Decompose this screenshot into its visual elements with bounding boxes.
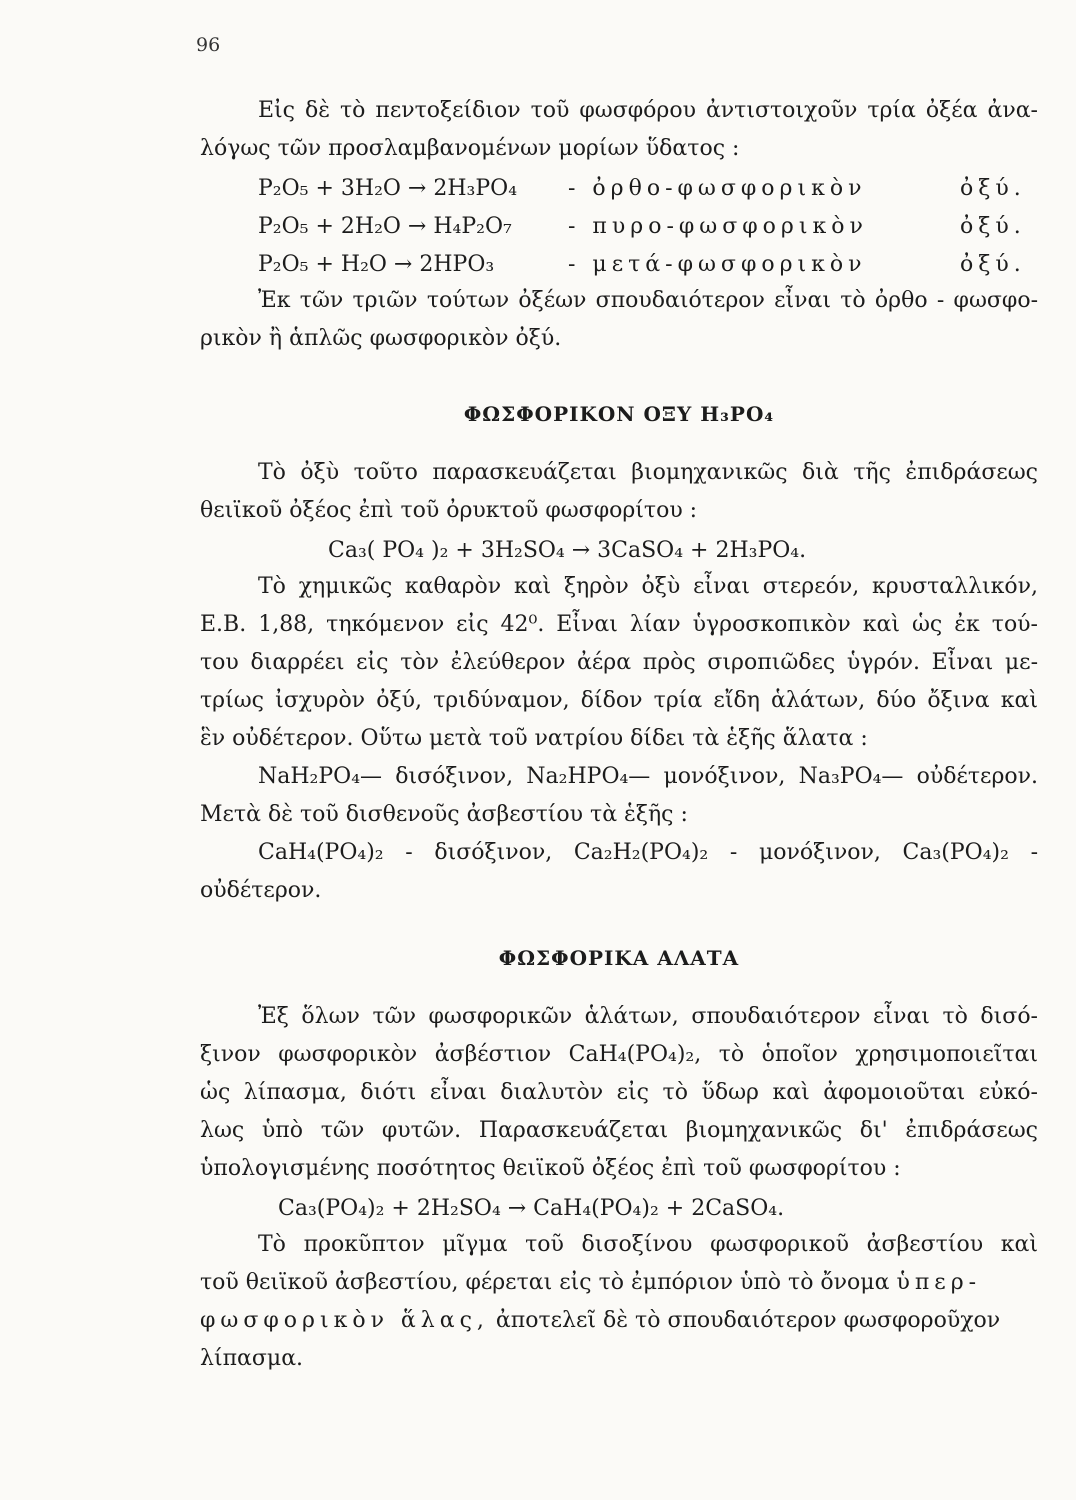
paragraph-line: λίπασμα. bbox=[200, 1346, 304, 1371]
paragraph-line bbox=[200, 1272, 1038, 1294]
paragraph-line: Τὸ προκῦπτον μῖγμα τοῦ δισοξίνου φωσφορικοῦ ἀσβεστίου καὶ bbox=[258, 1232, 1038, 1257]
paragraph-line: ὡς λίπασμα, διότι εἶναι διαλυτὸν εἰς τὸ ὕδωρ καὶ ἀφομοιοῦται εὐκό- bbox=[200, 1080, 1038, 1105]
spaced-term: ὑπερ- bbox=[896, 1270, 982, 1295]
paragraph-line: Τὸ χημικῶς καθαρὸν καὶ ξηρὸν ὀξὺ εἶναι στερεόν, κρυσταλλικόν, bbox=[258, 574, 1038, 599]
paragraph-line bbox=[200, 1310, 1038, 1332]
equation-formula: P₂O₅ + 2H₂O → H₄P₂O₇ bbox=[258, 214, 512, 239]
page-number: 96 bbox=[196, 34, 221, 56]
equation-acid-name: - μετά-φωσφορικὸν bbox=[568, 252, 867, 277]
paragraph-line: λως ὑπὸ τῶν φυτῶν. Παρασκευάζεται βιομηχανικῶς δι' ἐπιδράσεως bbox=[200, 1118, 1038, 1143]
paragraph-line: ξινον φωσφορικὸν ἀσβέστιον CaH₄(PO₄)₂, τὸ ὁποῖον χρησιμοποιεῖται bbox=[200, 1042, 1038, 1067]
paragraph-text: ἀποτελεῖ δὲ τὸ σπουδαιότερον φωσφοροῦχον bbox=[495, 1308, 1001, 1333]
intro-line-2: λόγως τῶν προσλαμβανομένων μορίων ὕδατος : bbox=[200, 136, 740, 161]
paragraph-line: τρίως ἰσχυρὸν ὀξύ, τριδύναμον, δίδον τρία εἴδη ἁλάτων, δύο ὄξινα καὶ bbox=[200, 688, 1038, 713]
equation-acid-name: - ὀρθο-φωσφορικὸν bbox=[568, 176, 867, 201]
paragraph-line: Τὸ ὀξὺ τοῦτο παρασκευάζεται βιομηχανικῶς διὰ τῆς ἐπιδράσεως bbox=[258, 460, 1038, 485]
calcium-intro-line: Μετὰ δὲ τοῦ δισθενοῦς ἀσβεστίου τὰ ἑξῆς : bbox=[200, 802, 688, 827]
equation-suffix: ὀξύ. bbox=[960, 176, 1026, 201]
calcium-salts-end: οὐδέτερον. bbox=[200, 878, 322, 903]
section-heading-phosphate-salts: ΦΩΣΦΟΡΙΚΑ ΑΛΑΤΑ bbox=[498, 946, 740, 970]
summary-line-2: ρικὸν ἢ ἁπλῶς φωσφορικὸν ὀξύ. bbox=[200, 326, 562, 351]
paragraph-line: Ε.Β. 1,88, τηκόμενον εἰς 42⁰. Εἶναι λίαν ὑγροσκοπικὸν καὶ ὡς ἐκ τού- bbox=[200, 612, 1038, 637]
calcium-salts-line: CaH₄(PO₄)₂ - δισόξινον, Ca₂H₂(PO₄)₂ - μονόξινον, Ca₃(PO₄)₂ - bbox=[258, 840, 1038, 865]
section-heading-phosphoric-acid: ΦΩΣΦΟΡΙΚΟΝ ΟΞΥ H₃PO₄ bbox=[463, 402, 775, 426]
equation-acid-name: - πυρο-φωσφορικὸν bbox=[568, 214, 868, 239]
paragraph-line: Ἐξ ὅλων τῶν φωσφορικῶν ἁλάτων, σπουδαιότερον εἶναι τὸ δισό- bbox=[258, 1004, 1038, 1029]
reaction-equation: Ca₃(PO₄)₂ + 2H₂SO₄ → CaH₄(PO₄)₂ + 2CaSO₄. bbox=[278, 1196, 785, 1221]
reaction-equation: Ca₃( PO₄ )₂ + 3H₂SO₄ → 3CaSO₄ + 2H₃PO₄. bbox=[328, 538, 807, 563]
equation-suffix: ὀξύ. bbox=[960, 252, 1026, 277]
spaced-term: φωσφορικὸν ἅλας, bbox=[200, 1308, 489, 1333]
paragraph-line: ἓν οὐδέτερον. Οὕτω μετὰ τοῦ νατρίου δίδει τὰ ἑξῆς ἅλατα : bbox=[200, 726, 868, 751]
summary-line-1: Ἐκ τῶν τριῶν τούτων ὀξέων σπουδαιότερον εἶναι τὸ ὀρθο - φωσφο- bbox=[258, 288, 1038, 313]
paragraph-text: τοῦ θειϊκοῦ ἀσβεστίου, φέρεται εἰς τὸ ἐμπόριον ὑπὸ τὸ ὄνομα bbox=[200, 1270, 890, 1295]
paragraph-line: του διαρρέει εἰς τὸν ἐλεύθερον ἀέρα πρὸς σιροπιῶδες ὑγρόν. Εἶναι με- bbox=[200, 650, 1038, 675]
equation-formula: P₂O₅ + H₂O → 2HPO₃ bbox=[258, 252, 495, 277]
equation-suffix: ὀξύ. bbox=[960, 214, 1026, 239]
paragraph-line: ὑπολογισμένης ποσότητος θειϊκοῦ ὀξέος ἐπὶ τοῦ φωσφορίτου : bbox=[200, 1156, 901, 1181]
paragraph-line: θειϊκοῦ ὀξέος ἐπὶ τοῦ ὀρυκτοῦ φωσφορίτου : bbox=[200, 498, 698, 523]
sodium-salts-line: NaH₂PO₄— δισόξινον, Na₂HPO₄— μονόξινον, Na₃PO₄— οὐδέτερον. bbox=[258, 764, 1038, 789]
intro-line-1: Εἰς δὲ τὸ πεντοξείδιον τοῦ φωσφόρου ἀντιστοιχοῦν τρία ὀξέα ἀνα- bbox=[258, 98, 1038, 123]
equation-formula: P₂O₅ + 3H₂O → 2H₃PO₄ bbox=[258, 176, 518, 201]
